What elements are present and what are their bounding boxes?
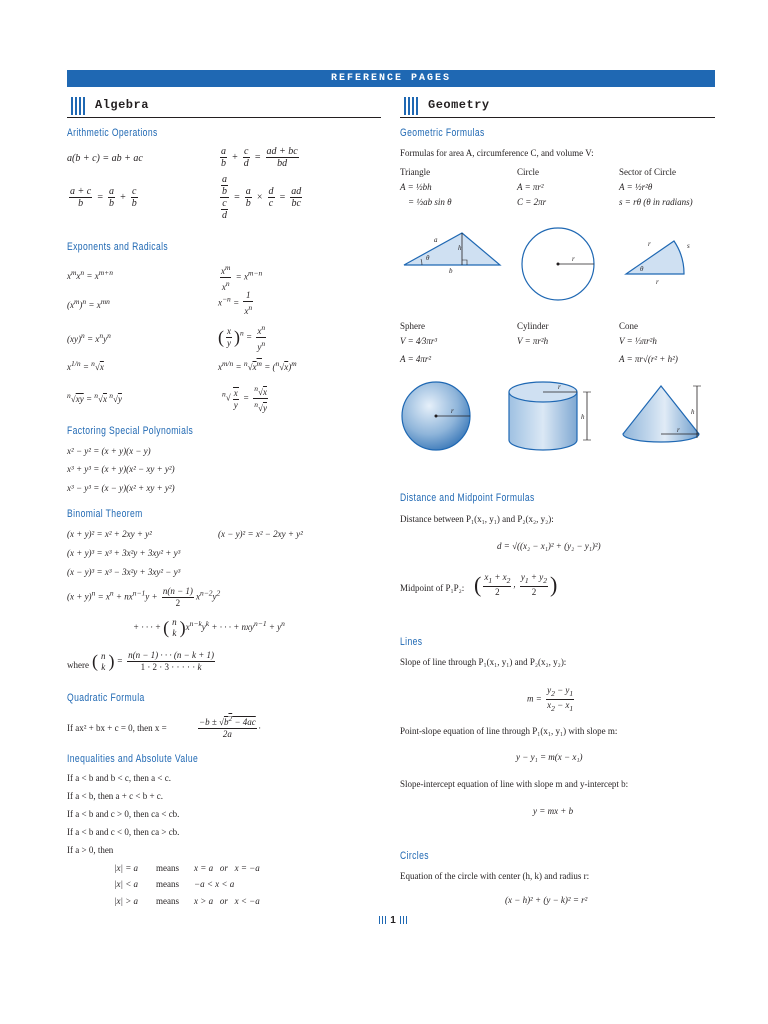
point-slope-equation: y − y₁ = m(x − x₁): [516, 752, 583, 762]
triangle-shape: [404, 233, 500, 265]
radical-fraction-exp-rule: $x^{m/n} = ^n√x^m = (^n√x)^m$: [218, 359, 297, 372]
binomial-general-line2: + · · · + ( n k )$x^{n-k}y^k$ + · · · + $nxy^{n-1} + y^n$: [133, 617, 285, 638]
cone-radius-label: r: [677, 426, 680, 434]
exp-negative-rule: $x^{-n}$ = $\frac{1}{x^n}$: [218, 290, 253, 316]
inequality-rule-5: If a > 0, then: [67, 845, 114, 855]
binomial-cube-sum: (x + y)³ = x³ + 3x²y + 3xy² + y³: [67, 548, 181, 558]
cylinder-figure: [505, 380, 600, 456]
distance-intro: Distance between P₁(x₁, y₁) and P₂(x₂, y₂):: [400, 514, 554, 524]
height-h-label: h: [458, 244, 462, 252]
abs-rule-3-left: |x| > a: [114, 896, 139, 906]
abs-rule-2-right: −a < x < a: [194, 879, 235, 889]
inequality-rule-2: If a < b, then a + c < b + c.: [67, 791, 164, 801]
circle-area: A = πr²: [517, 182, 544, 192]
circle-circumference: C = 2πr: [517, 197, 547, 207]
exp-quotient-power-rule: ( $\frac{x}{y}$ )$^n$ = $\frac{x^n}{y^n}$: [218, 323, 266, 352]
exp-product-power-rule: $(xy)^n = x^ny^n$: [67, 331, 111, 344]
abs-rule-2-left: |x| < a: [114, 879, 139, 889]
factoring-heading: Factoring Special Polynomials: [67, 425, 194, 437]
difference-of-squares: x² − y² = (x + y)(x − y): [67, 446, 151, 456]
section-bars-icon: [404, 97, 420, 115]
slope-intercept-equation: y = mx + b: [533, 806, 574, 816]
cylinder-label: Cylinder: [517, 321, 549, 331]
sphere-label: Sphere: [400, 321, 425, 331]
binomial-square-diff: (x − y)² = x² − 2xy + y²: [218, 529, 303, 539]
sector-label: Sector of Circle: [619, 167, 676, 177]
base-b-label: b: [449, 267, 453, 275]
cone-label: Cone: [619, 321, 638, 331]
fraction-division-formula: $\frac{\frac{a}{b}}{\frac{c}{d}}$ = $\frac{a}{b}$ × $\frac{d}{c}$ = $\frac{ad}{bc}$: [222, 174, 302, 221]
inequality-rule-4: If a < b and c < 0, then ca > cb.: [67, 827, 180, 837]
algebra-header: [67, 96, 381, 118]
triangle-area-2: = ½ab sin θ: [408, 197, 452, 207]
circle-label: Circle: [517, 167, 539, 177]
cone-volume: V = ⅓πr²h: [619, 336, 657, 346]
sector-theta-label: θ: [640, 265, 644, 273]
abs-rule-1-left: |x| = a: [114, 863, 139, 873]
sector-s-label: s: [687, 242, 690, 250]
page-number: [373, 915, 413, 926]
sphere-volume: V = 4⁄3πr³: [400, 336, 438, 346]
circles-heading: Circles: [400, 850, 429, 862]
abs-rule-1-means: means: [156, 863, 179, 873]
sector-r-label-top: r: [648, 240, 651, 248]
angle-theta-label: θ: [426, 254, 430, 262]
cylinder-height-label: h: [581, 413, 585, 421]
quadratic-heading: Quadratic Formula: [67, 692, 145, 704]
sphere-figure: [400, 380, 476, 456]
binomial-coefficient-def: ( n k ) = $\frac{n(n - 1) \cdot \cdot \cdot (n - k + 1)}{1 \cdot 2 \cdot 3 \cdot \cdot \cdot \cdot \cdot k}$: [92, 650, 215, 672]
abs-rule-3-means: means: [156, 896, 179, 906]
midpoint-formula: ( $\frac{x_1 + x_2}{2}$ , $\frac{y_1 + y_2}{2}$ ): [474, 572, 558, 597]
side-a-label: a: [434, 236, 438, 244]
geometric-formulas-intro: Formulas for area A, circumference C, and volume V:: [400, 148, 594, 158]
slope-intercept-intro: Slope-intercept equation of line with slope m and y-intercept b:: [400, 779, 629, 789]
sum-of-cubes: x³ + y³ = (x + y)(x² − xy + y²): [67, 464, 175, 474]
sphere-radius-label: r: [451, 407, 454, 415]
distance-formula: d = √((x₂ − x₁)² + (y₂ − y₁)²): [497, 541, 601, 551]
sector-arc-length: s = rθ (θ in radians): [619, 197, 693, 207]
circle-radius-label: r: [572, 255, 575, 263]
exp-product-rule: $x^mx^n = x^{m+n}$: [67, 268, 113, 281]
abs-rule-1-right: x = a or x = −a: [194, 863, 260, 873]
exponents-heading: Exponents and Radicals: [67, 241, 169, 253]
banner-title: REFERENCE PAGES: [330, 73, 451, 84]
circle-figure: [519, 226, 597, 304]
abs-rule-2-means: means: [156, 879, 179, 889]
radical-root-rule: $x^{1/n} = ^n√x$: [67, 359, 104, 372]
cone-area: A = πr√(r² + h²): [619, 354, 678, 364]
common-denominator-formula: $\frac{a + c}{b}$ = $\frac{a}{b}$ + $\frac{c}{b}$: [70, 186, 137, 209]
sector-shape: [626, 241, 684, 274]
circle-equation-intro: Equation of the circle with center (h, k) and radius r:: [400, 871, 590, 881]
sector-r-label-bottom: r: [656, 278, 659, 286]
reference-pages-banner: [67, 70, 715, 87]
exp-power-rule: $(x^m)^n = x^{mn}$: [67, 297, 110, 310]
quadratic-formula: $\frac{-b \pm √b^2 - 4ac}{2a}$ .: [199, 714, 262, 739]
algebra-title: Algebra: [95, 98, 149, 112]
fraction-addition-formula: $\frac{a}{b}$ + $\frac{c}{d}$ = $\frac{ad + bc}{bd}$: [221, 146, 298, 169]
page-number-text: 1: [390, 915, 396, 926]
circle-equation: (x − h)² + (y − k)² = r²: [505, 895, 588, 905]
cylinder-volume: V = πr²h: [517, 336, 549, 346]
radical-quotient-rule: $^n$√ $\frac{x}{y}$ = $\frac{^n√x}{^n√y}$: [222, 384, 267, 413]
radical-product-rule: $^n$√xy = $^n$√x $^n$√y: [67, 391, 122, 404]
difference-of-cubes: x³ − y³ = (x − y)(x² + xy + y²): [67, 483, 175, 493]
slope-formula: m = $\frac{y_2 - y_1}{x_2 - x_1}$: [527, 685, 574, 713]
exp-quotient-rule: $\frac{x^m}{x^n}$ = $x^{m-n}$: [221, 263, 263, 292]
sphere-area: A = 4πr²: [400, 354, 432, 364]
cone-height-label: h: [691, 408, 695, 416]
triangle-label: Triangle: [400, 167, 431, 177]
binomial-where-label: where: [67, 660, 89, 670]
binomial-general-line1: $(x + y)^n = x^n + nx^{n-1}y$ + $\frac{n(n - 1)}{2}$ $x^{n-2}y^2$: [67, 586, 221, 608]
distance-heading: Distance and Midpoint Formulas: [400, 492, 535, 504]
triangle-area-1: A = ½bh: [400, 182, 432, 192]
triangle-figure: [400, 225, 505, 275]
distributive-formula: a(b + c) = ab + ac: [67, 153, 143, 164]
inequality-rule-3: If a < b and c > 0, then ca < cb.: [67, 809, 180, 819]
inequality-rule-1: If a < b and b < c, then a < c.: [67, 773, 171, 783]
point-slope-intro: Point-slope equation of line through P₁(x₁, y₁) with slope m:: [400, 726, 618, 736]
quadratic-condition: If ax² + bx + c = 0, then x =: [67, 723, 167, 733]
sector-figure: [620, 226, 700, 288]
abs-rule-3-right: x > a or x < −a: [194, 896, 260, 906]
slope-intro: Slope of line through P₁(x₁, y₁) and P₂(x₂, y₂):: [400, 657, 567, 667]
geometry-header: [400, 96, 715, 118]
sector-area: A = ½r²θ: [619, 182, 653, 192]
binomial-cube-diff: (x − y)³ = x³ − 3x²y + 3xy² − y³: [67, 567, 181, 577]
binomial-heading: Binomial Theorem: [67, 508, 143, 520]
arithmetic-heading: Arithmetic Operations: [67, 127, 158, 139]
inequalities-heading: Inequalities and Absolute Value: [67, 753, 199, 765]
section-bars-icon: [71, 97, 87, 115]
cone-figure: [617, 382, 707, 448]
geometry-title: Geometry: [428, 98, 490, 112]
lines-heading: Lines: [400, 636, 423, 648]
cylinder-radius-label: r: [558, 383, 561, 391]
binomial-square-sum: (x + y)² = x² + 2xy + y²: [67, 529, 152, 539]
midpoint-label: Midpoint of P₁P₂:: [400, 583, 465, 593]
geometric-formulas-heading: Geometric Formulas: [400, 127, 485, 139]
